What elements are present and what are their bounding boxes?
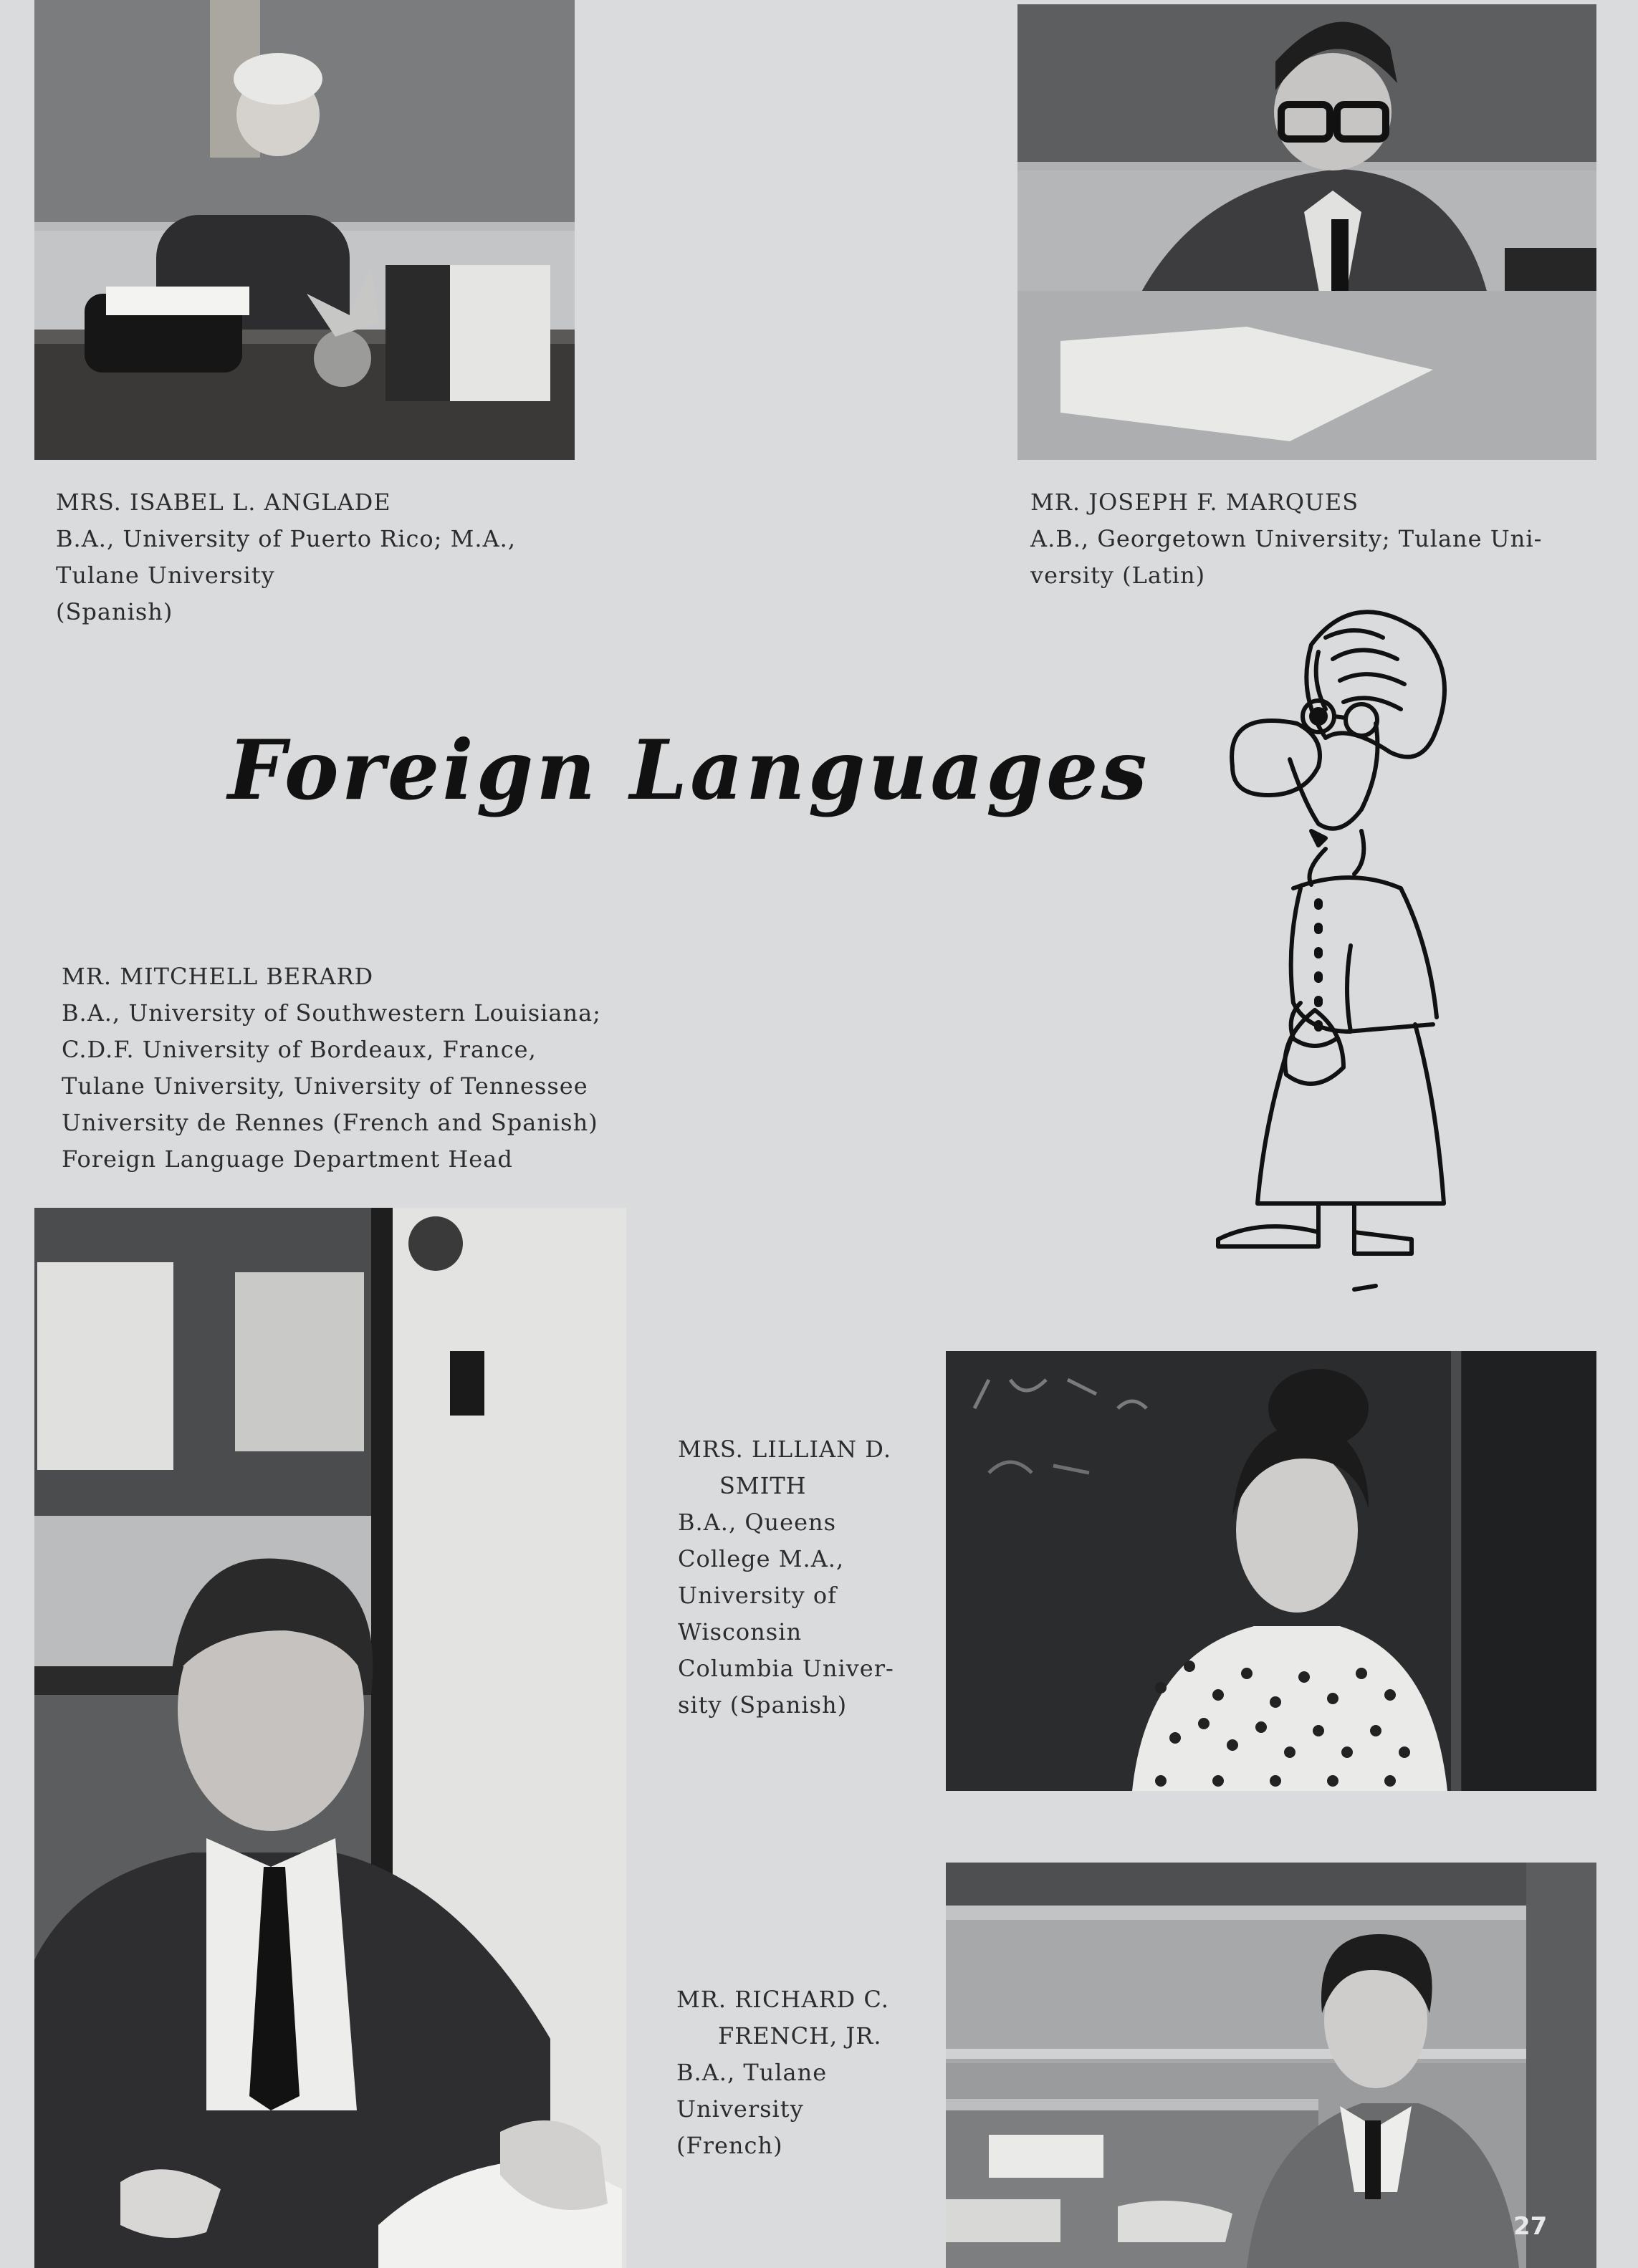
faculty-detail: B.A., University of Puerto Rico; M.A.,	[56, 525, 517, 552]
faculty-detail: Tulane University	[56, 562, 275, 589]
caption-smith	[678, 1431, 894, 1724]
faculty-detail: (Spanish)	[56, 598, 173, 625]
caption-berard	[62, 958, 601, 1178]
caption-anglade	[56, 484, 516, 630]
photo-berard	[34, 1208, 626, 2268]
faculty-detail: C.D.F. University of Bordeaux, France,	[62, 1036, 537, 1063]
faculty-detail: Foreign Language Department Head	[62, 1145, 513, 1173]
photo-anglade	[34, 0, 575, 460]
faculty-name: MRS. LILLIAN D.	[678, 1436, 891, 1463]
faculty-detail: B.A., Queens	[678, 1509, 837, 1536]
caption-marques	[1030, 484, 1542, 594]
faculty-detail: Tulane University, University of Tennessee	[62, 1072, 588, 1100]
photo-french	[946, 1863, 1596, 2268]
faculty-detail: sity (Spanish)	[678, 1691, 848, 1719]
faculty-name: MR. MITCHELL BERARD	[62, 963, 374, 990]
faculty-detail: Columbia Univer-	[678, 1655, 894, 1682]
photo-smith	[946, 1351, 1596, 1791]
faculty-detail: B.A., University of Southwestern Louisiana;	[62, 999, 601, 1027]
page-number: 27	[1513, 2212, 1548, 2241]
faculty-detail: College M.A.,	[678, 1545, 845, 1572]
faculty-name: MRS. ISABEL L. ANGLADE	[56, 489, 391, 516]
caption-french	[676, 1981, 889, 2164]
faculty-detail: A.B., Georgetown University; Tulane Uni-	[1030, 525, 1543, 552]
faculty-name: FRENCH, JR.	[718, 2022, 882, 2050]
cartoon-teacher-illustration	[1175, 602, 1490, 1325]
faculty-detail: University	[676, 2095, 804, 2123]
page-title: Foreign Languages	[228, 722, 1150, 818]
faculty-detail: B.A., Tulane	[676, 2059, 828, 2086]
faculty-detail: Wisconsin	[678, 1618, 803, 1645]
faculty-detail: University de Rennes (French and Spanish)	[62, 1109, 598, 1136]
faculty-detail: (French)	[676, 2132, 783, 2159]
faculty-name: MR. RICHARD C.	[676, 1986, 889, 2013]
faculty-name: MR. JOSEPH F. MARQUES	[1030, 489, 1359, 516]
photo-marques	[1017, 4, 1596, 460]
faculty-detail: University of	[678, 1582, 837, 1609]
faculty-name: SMITH	[719, 1472, 807, 1499]
faculty-detail: versity (Latin)	[1030, 562, 1206, 589]
